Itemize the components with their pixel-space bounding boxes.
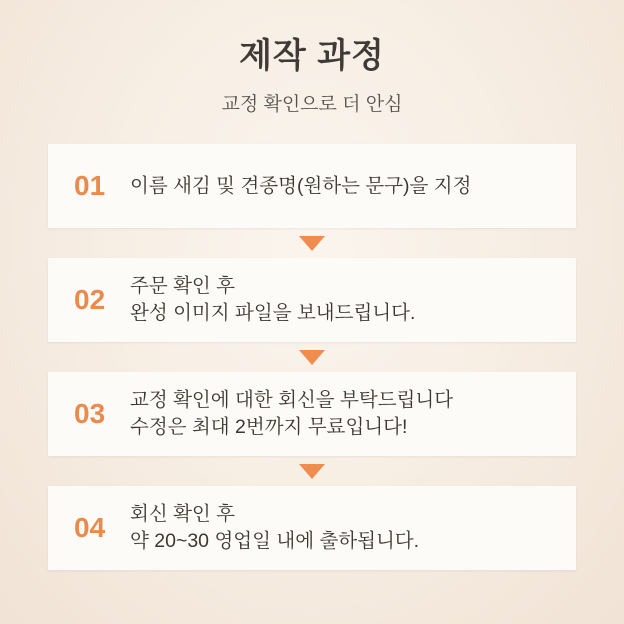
page-title: 제작 과정 <box>239 37 385 75</box>
step-card-3 <box>48 372 576 456</box>
step-line: 완성 이미지 파일을 보내드립니다. <box>130 302 416 325</box>
step-text-3 <box>130 387 453 442</box>
step-number-2: 02 <box>74 284 106 316</box>
steps-list <box>48 144 576 570</box>
arrow-connector-3 <box>48 456 576 486</box>
step-card-4 <box>48 486 576 570</box>
arrow-connector-1 <box>48 228 576 258</box>
step-line: 약 20~30 영업일 내에 출하됩니다. <box>130 530 420 553</box>
step-number-4: 04 <box>74 512 106 544</box>
step-text-1 <box>130 173 471 201</box>
header <box>0 0 624 116</box>
step-line: 이름 새김 및 견종명(원하는 문구)을 지정 <box>130 174 472 197</box>
step-line: 수정은 최대 2번까지 무료입니다! <box>130 416 408 439</box>
arrow-down-icon <box>299 464 325 479</box>
step-number-3: 03 <box>74 398 106 430</box>
step-number-1: 01 <box>74 170 106 202</box>
arrow-down-icon <box>299 350 325 365</box>
step-text-2 <box>130 273 415 328</box>
step-line: 주문 확인 후 <box>130 274 236 297</box>
arrow-down-icon <box>299 236 325 251</box>
step-text-4 <box>130 501 419 556</box>
step-line: 교정 확인에 대한 회신을 부탁드립니다 <box>130 388 454 411</box>
arrow-connector-2 <box>48 342 576 372</box>
step-card-2 <box>48 258 576 342</box>
step-line: 회신 확인 후 <box>130 502 236 525</box>
page-subtitle: 교정 확인으로 더 안심 <box>221 94 403 116</box>
step-card-1 <box>48 144 576 228</box>
